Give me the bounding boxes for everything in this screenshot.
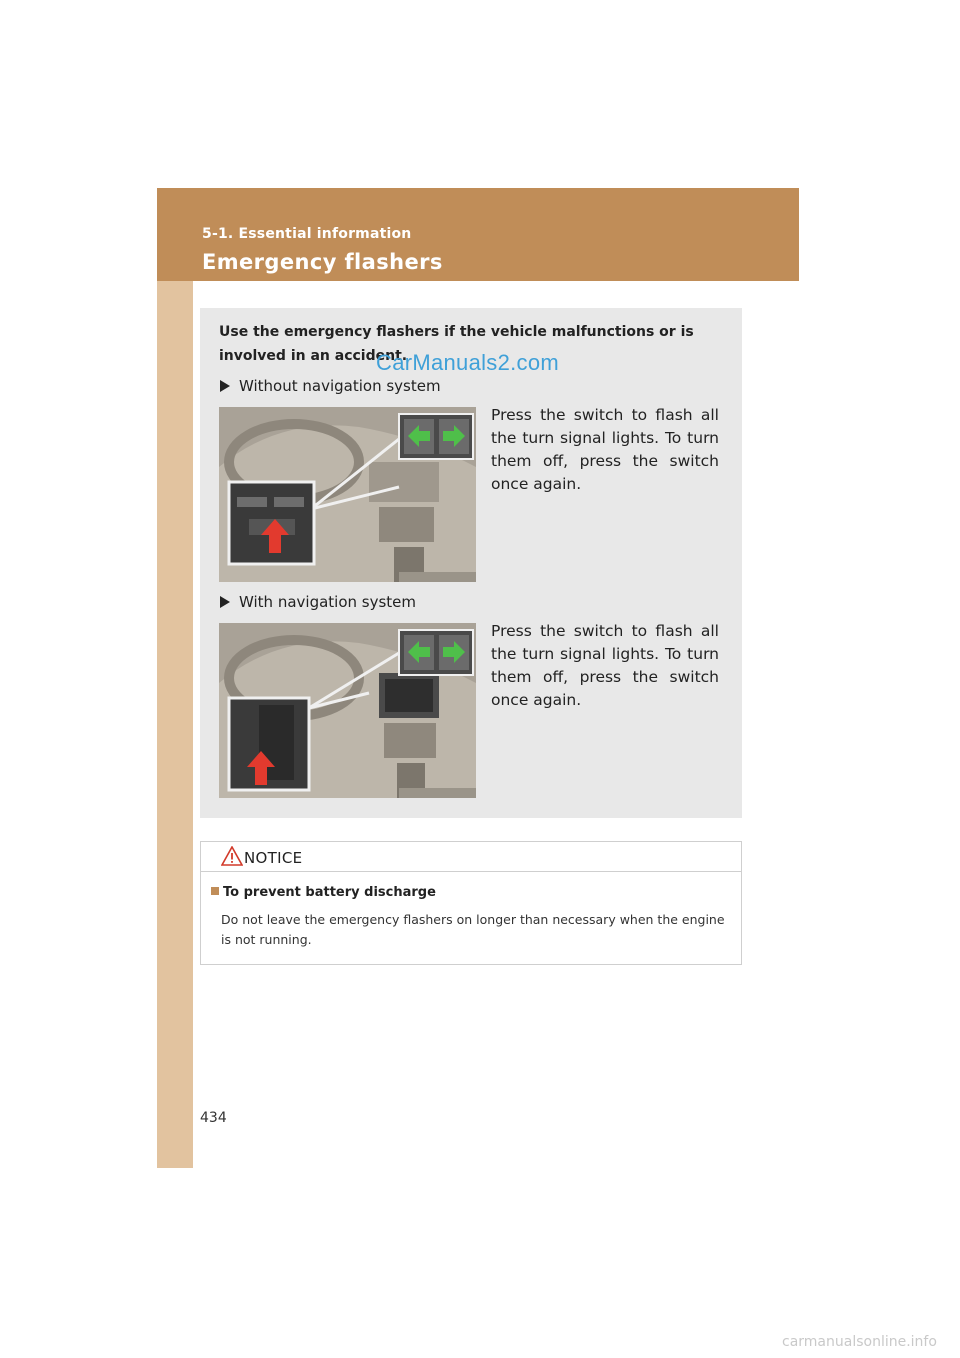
notice-box (200, 841, 742, 965)
notice-subheading-label: To prevent battery discharge (223, 885, 436, 900)
illustration-without-nav (219, 407, 476, 582)
section-label: 5-1. Essential information (202, 226, 412, 242)
instruction-with-nav: Press the switch to flash all the turn signal lights. To turn them off, press the switch once again. (491, 622, 719, 709)
watermark: CarManuals2.com (376, 350, 560, 375)
intro-text: Use the emergency flashers if the vehicle malfunctions or is involved in an accident. (219, 324, 694, 364)
instruction-without-nav: Press the switch to flash all the turn signal lights. To turn them off, press the switch once again. (491, 406, 719, 493)
section-heading-with-nav (220, 593, 416, 611)
section-heading-label: Without navigation system (239, 377, 441, 395)
warning-triangle-icon (221, 846, 243, 866)
section-heading-without-nav (220, 377, 441, 395)
notice-body: Do not leave the emergency flashers on longer than necessary when the engine is not running. (221, 912, 725, 947)
section-heading-label: With navigation system (239, 593, 417, 611)
page-number: 434 (200, 1110, 227, 1126)
page-title: Emergency flashers (202, 250, 443, 274)
notice-subheading (211, 885, 436, 900)
notice-title: NOTICE (244, 849, 303, 867)
right-pointer-icon (220, 380, 230, 392)
right-pointer-icon (220, 596, 230, 608)
illustration-with-nav (219, 623, 476, 798)
bullet-square-icon (211, 887, 219, 895)
notice-divider (201, 871, 741, 872)
side-strip (157, 188, 193, 1168)
footer-watermark: carmanualsonline.info (782, 1334, 937, 1350)
